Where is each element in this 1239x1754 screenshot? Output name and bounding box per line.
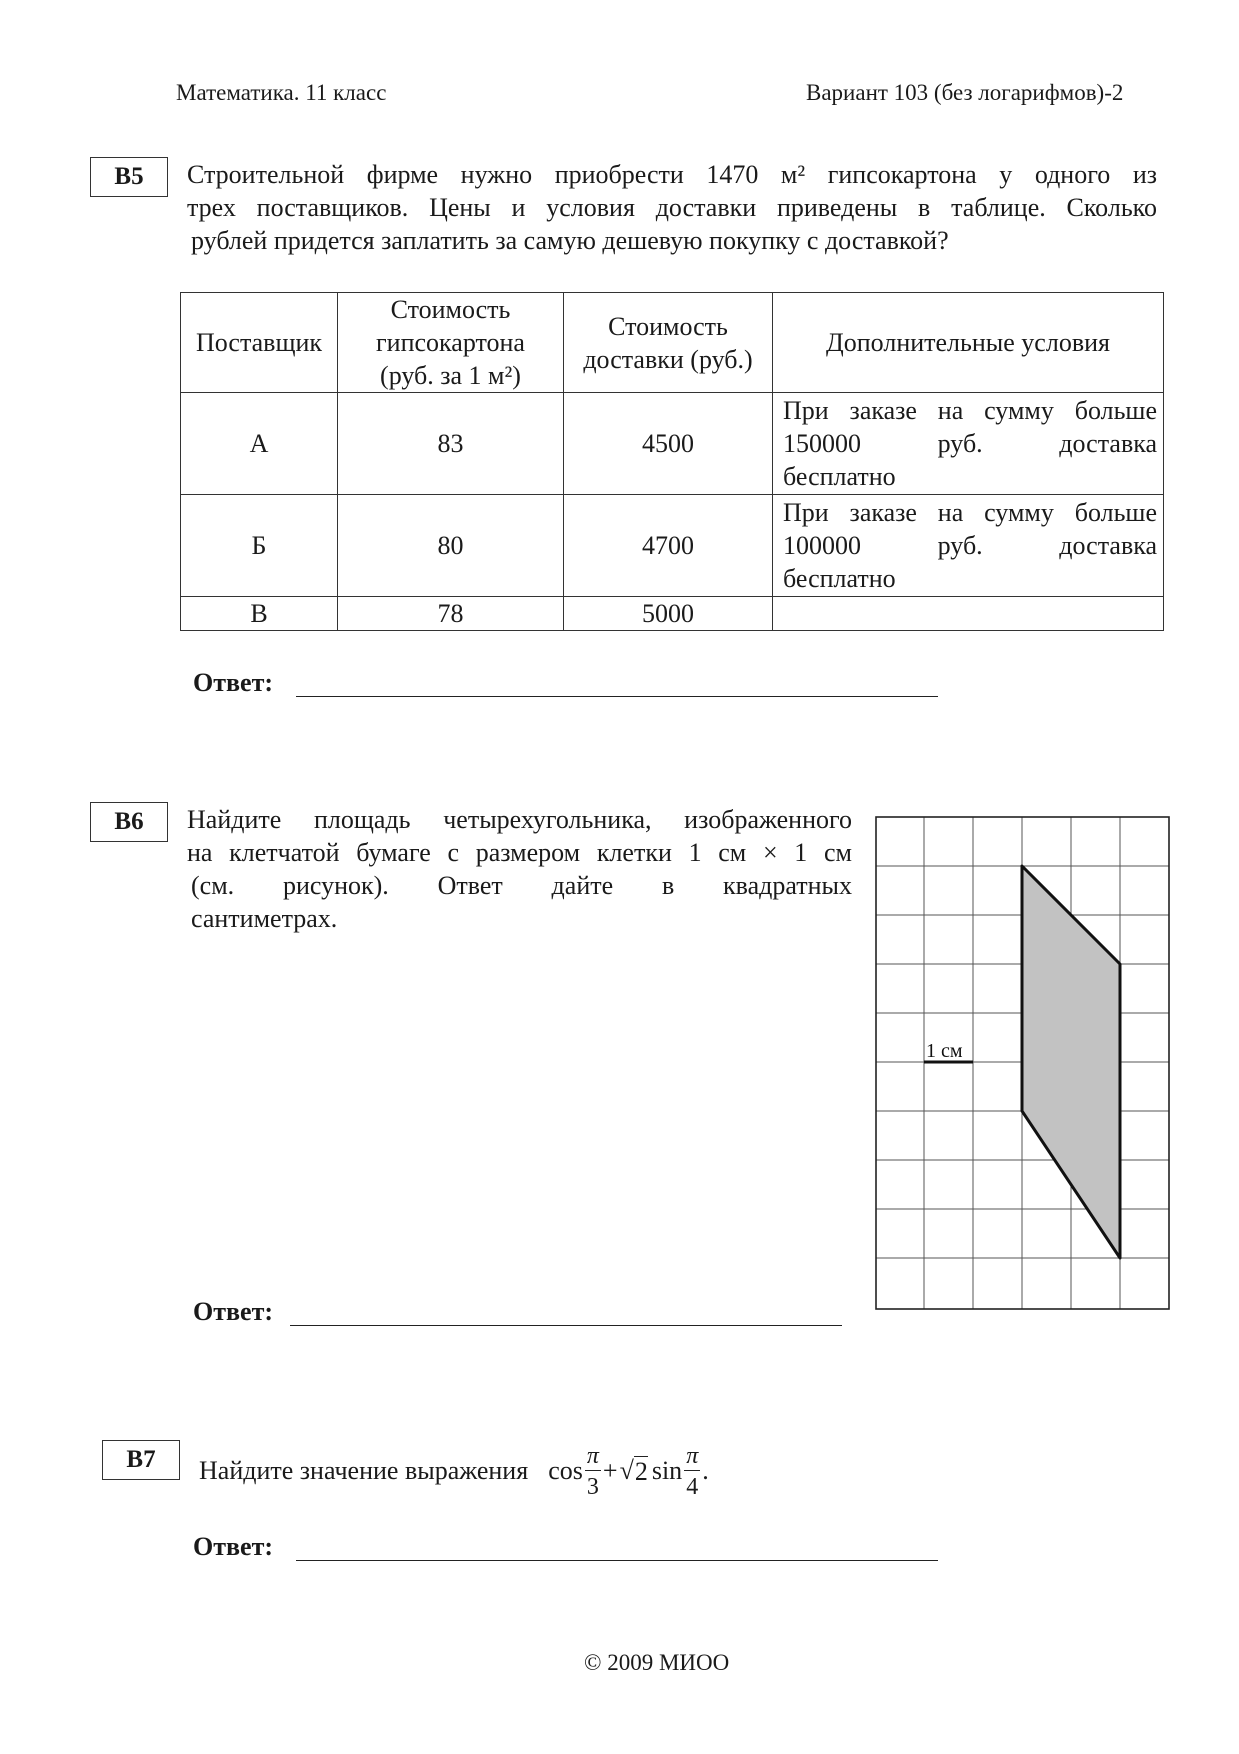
- header-price-line-1: Стоимость: [390, 295, 511, 324]
- table-row: [181, 393, 1164, 495]
- plus-sign: +: [602, 1456, 618, 1485]
- cell-price: 78: [338, 597, 564, 631]
- fraction-pi-4: [684, 1444, 700, 1499]
- grid-figure: [875, 816, 1170, 1310]
- table-row: [181, 597, 1164, 631]
- header-price-line-2: гипсокартона: [376, 328, 525, 357]
- b6-answer-line[interactable]: [290, 1325, 842, 1326]
- header-conditions: Дополнительные условия: [773, 293, 1164, 393]
- header-supplier: Поставщик: [181, 293, 338, 393]
- fraction-numerator: π: [586, 1442, 599, 1469]
- b5-answer-line[interactable]: [296, 696, 938, 697]
- header-delivery-line-2: доставки (руб.): [583, 344, 753, 374]
- sqrt-sign: √: [619, 1456, 634, 1485]
- header-price: [338, 293, 564, 393]
- header-delivery-line-1: Стоимость: [608, 311, 728, 341]
- cell-price: 83: [338, 393, 564, 495]
- header-delivery: [564, 293, 773, 393]
- fraction-denominator: 4: [686, 1473, 699, 1500]
- header-left: Математика. 11 класс: [176, 80, 387, 105]
- cell-conditions: [773, 393, 1164, 495]
- task-b6-badge: B6: [90, 802, 168, 842]
- fraction-denominator: 3: [586, 1473, 599, 1500]
- table-header-row: [181, 293, 1164, 393]
- task-b5-line-1: Строительной фирме нужно приобрести 1470 м² гипсокартона у одного из: [187, 160, 1157, 189]
- cond-line: бесплатно: [783, 564, 896, 593]
- cell-conditions: [773, 495, 1164, 597]
- task-b5-line-3: рублей придется заплатить за самую дешевую покупку с доставкой?: [191, 226, 949, 255]
- cond-line: При заказе на сумму больше: [783, 498, 1157, 527]
- cond-line: бесплатно: [783, 462, 896, 491]
- header-right: Вариант 103 (без логарифмов)-2: [806, 80, 1124, 105]
- task-b7-text: [199, 1437, 709, 1505]
- cell-supplier: Б: [181, 495, 338, 597]
- task-b7-badge: B7: [102, 1440, 180, 1480]
- cell-supplier: В: [181, 597, 338, 631]
- footer-copyright: © 2009 МИОО: [584, 1650, 730, 1675]
- b5-answer-label: Ответ:: [193, 668, 274, 697]
- cond-line: При заказе на сумму больше: [783, 396, 1157, 425]
- b6-answer-label: Ответ:: [193, 1297, 274, 1326]
- b7-answer-label: Ответ:: [193, 1532, 274, 1561]
- expr-period: .: [702, 1456, 709, 1485]
- cell-delivery: 5000: [564, 597, 773, 631]
- cell-delivery: 4500: [564, 393, 773, 495]
- cond-line: 100000 руб. доставка: [783, 531, 1157, 560]
- scale-label: 1 см: [926, 1040, 963, 1062]
- cell-conditions: [773, 597, 1164, 631]
- task-b5-text: [187, 158, 1157, 257]
- task-b6-line-4: сантиметрах.: [191, 904, 338, 933]
- task-b6-line-1: Найдите площадь четырехугольника, изображенного: [187, 805, 852, 834]
- sin-fn: sin: [651, 1456, 683, 1485]
- table-row: [181, 495, 1164, 597]
- sqrt-radicand: 2: [634, 1456, 648, 1486]
- cell-supplier: А: [181, 393, 338, 495]
- cell-delivery: 4700: [564, 495, 773, 597]
- cos-fn: cos: [548, 1456, 583, 1485]
- b7-answer-line[interactable]: [296, 1560, 938, 1561]
- cond-line: 150000 руб. доставка: [783, 429, 1157, 458]
- fraction-pi-3: [585, 1444, 601, 1499]
- task-b6-line-3: (см. рисунок). Ответ дайте в квадратных: [191, 871, 852, 900]
- task-b6-line-2: на клетчатой бумаге с размером клетки 1 см × 1 см: [187, 838, 852, 867]
- task-b7-prompt: Найдите значение выражения: [199, 1456, 529, 1485]
- cell-price: 80: [338, 495, 564, 597]
- task-b5-line-2: трех поставщиков. Цены и условия доставки приведены в таблице. Сколько: [187, 193, 1157, 222]
- task-b6-text: [187, 803, 852, 935]
- supplier-table: [180, 292, 1164, 631]
- fraction-numerator: π: [686, 1442, 699, 1469]
- header-price-line-3: (руб. за 1 м²): [380, 361, 521, 390]
- task-b5-badge: B5: [90, 157, 168, 197]
